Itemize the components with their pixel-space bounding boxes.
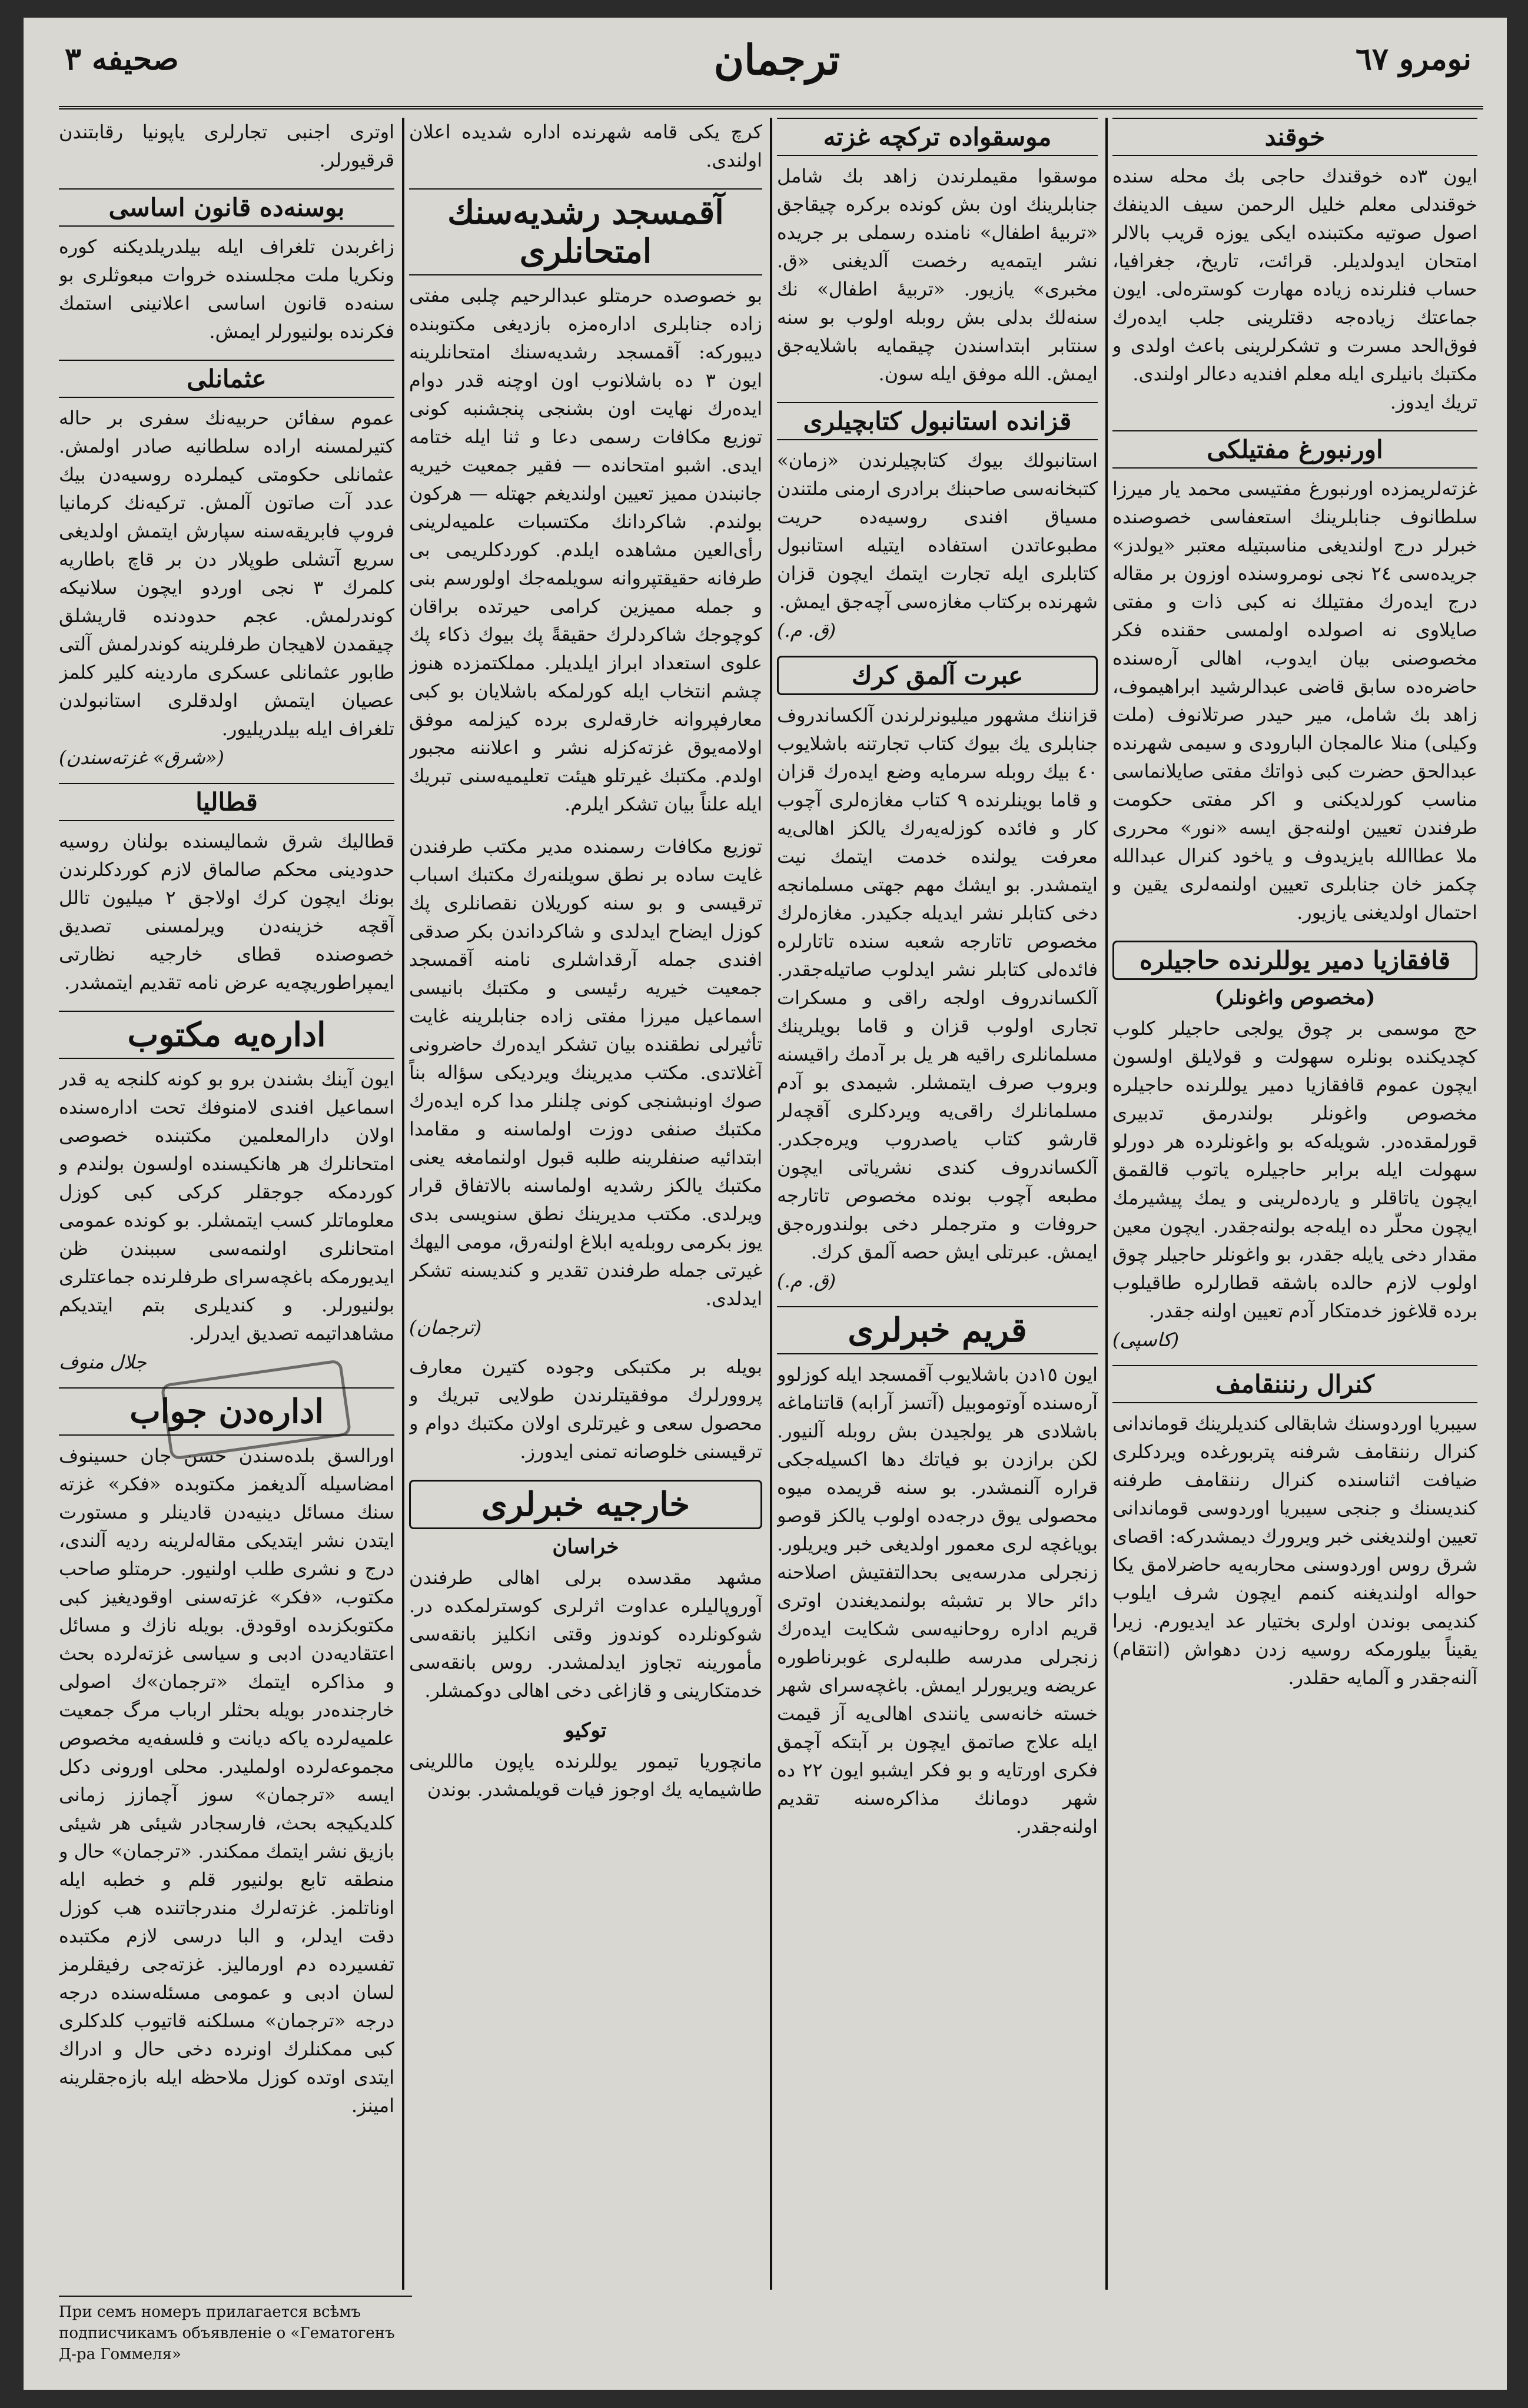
article-editor-reply [59,1387,394,2120]
issue-number-label: نومرو ٦٧ [1356,41,1471,77]
article-tokyo [409,1719,762,1803]
article-awards-ceremony [409,832,762,1338]
article-heading: موسقواده تركچه غزته [777,118,1098,156]
russian-footer-notice: При семъ номеръ прилагается всѣмъ подписчикамъ объявленіе о «Гематогенъ Д-ра Гоммеля» [59,2296,412,2365]
article-body: بو خصوصده حرمتلو عبدالرحيم چلبى مفتى زاده جنابلرى اداره‌مزه بازديغى مكتوبنده ديبوركه: آقمسجد رشديه‌سنك امتحانلرينه ايون ٣ ده باشلانوب اون اوچنه قدر دوام ايده‌رك نهايت اون بشنجى پنجشنبه كونى توزيع مكافات رسمى دعا و ثنا ايله ختامه ايدى. اشبو امتحانده — فقير جمعيت خيريه جانبندن مميز تعيين اولنديغم جهتله — هركون بولندم. شاكردانك مكتسبات علميه‌لرينى رأى‌العين مشاهده ايلدم. كوردكلريمى بى طرفانه حقيقتپروانه سويلمه‌جك اولورسم بنى و جمله مميزين كرامى حيرتده براقان كوچوجك شاكردلرك حقيقةً پك بيوك ذكاء پك علوى استعداد ابراز ايلديلر. مملكتمزده هنوز چشم انتخاب ايله كورلمكه باشلايان بو كبى معارفپروانه خارقه‌لرى برده كيزلمه موفق اولامه‌يوق غزته‌كزله نشر و اعلاننه مجبور اولدم. مكتبك غيرتلو هيئت تعليميه‌سنى تبريك ايله علناً بيان تشكر ايلرم. [409,284,762,815]
page-number-label: صحيفه ٣ [65,41,179,77]
article-body: غزته‌لريمزده اورنبورغ مفتيسى محمد يار ميرزا سلطانوف جنابلرينك استعفاسى خصوصنده خبرلر درج اولنديغى مناسبتيله معتبر «يولدز» جريده‌سى ٢٤ نجى نومروسنده اوزون بر مقاله درج ايده‌رك مفتيلك نه كبى ذات و مفتى صايلاوى نه اصولده اولمسى حقنده فكر مخصوصنى بيان ايدوب، اهالى آره‌سنده حاضره‌ده سابق قاضى عبدالرشيد ابراهيموف، زاهد بك شامل، مير حيدر صرتلانوف (ملت وكيلى) منلا عالمجان البارودى و سيمى شهرنده عبدالحق حضرت كبى ذواتك مفتى صايلانماسى مناسب كورلديكنى و اكر مفتى حكومت طرفندن تعيين اولنه‌جق ايسه «نور» محررى ملا عطاالله بايزيدوف و ياخود كنرال عبدالله چكمز خان جنابلرى تعيين اولنمه‌لرى يقين و احتمال اولديغنى يازيور. [1112,477,1477,924]
article-heading: كنرال رنننقامف [1112,1365,1477,1403]
article-body: سيبريا اوردوسنك شابقالى كنديلرينك قوماندانى كنرال رننقامف شرفنه پتربورغده ويردكلرى ضيافت اثناسنده كنرال رننقامف طرفنه كنديسنك و جنجى سيبريا اوردوسى قوماندانى تعيين اولنديغنى خبر ويرورك ديمشدركه: اقصاى شرق روس اوردوسنى محاربه‌يه حاضرلامق يكا حواله اولنديغنه كنمم ايچون شرف ايلوب كنديمى بوندن اولرى بختيار عد ايديورم. زيرا يقيناً بيلورمكه روسيه زدن دهواش (انتقام) آلنه‌جقدر و آلمايه حقلدر. [1112,1412,1477,1689]
article-body: ايون ٣ده خوقندك حاجى بك محله سنده خوقندلى معلم خليل الرحمن سيف الدينفك اصول صوتيه مكتبنده ايكى يوزه قريب بالالر امتحان ايدولديلر. قرائت، تاريخ، جغرافيا، حساب فنلرنده زياده مهارت كوستره‌لى. ايون جماعتك زياده‌جه دقتلرينى جلب ايده‌رك فوق‌الحد مسرت و تشكرلرينى باعث اولدى و مكتبك بانيلرى ايله معلم افنديه دعالر اولندى. [1112,165,1477,385]
article-kerch-notice [409,118,762,174]
article-body: قزاننك مشهور ميليونرلرندن آلكساندروف جنابلرى يك بيوك كتاب تجارتنه باشلايوب ٤٠ بيك روبله سرمايه وضع ايده‌رك قزان و قاما بوينلرنده ٩ كتاب مغازه‌لرى آچوب كار و فائده كوزله‌يه‌رك يالكز اهالى‌يه معرفت يولنده خدمت ايتمك نيت ايتمشدر. بو ايشك مهم جهتى مسلمانجه دخى كتابلر نشر ايديله جكيدر. مغازه‌لرك مخصوص تاتارجه شعبه سنده تاتارلره فائده‌لى كتابلر نشر ايدلوب صاتيله‌جقدر. آلكساندروف اولجه راقى و مسكرات تجارى اولوب قزان و قاما بويلرينك مسلمانلرى راقيه هر يل بر آدمك راقيسنه وبروب صرف ايتمشلر. شيمدى بو آدم مسلمانلرك راقى‌يه ويردكلرى آقچه‌لر قارشو كتاب ياصدروب ويره‌جكدر. آلكساندروف كندى نشرياتى ايچون مطبعه آچوب بونده مخصوص تاتارجه حروفات و مترجملر دخى بولندوره‌جق ايمش. عبرتلى ايش حصه آلمق كرك. [777,704,1098,1263]
article-note: تريك ايدوز. [1390,391,1477,413]
masthead-rule [59,106,1483,109]
article-khokand [1112,118,1477,416]
article-continued [59,118,394,174]
article-heading: خوقند [1112,118,1477,156]
article-heading: قطاليا [59,783,394,821]
article-heading: عثمانلى [59,360,394,398]
column-divider [1105,118,1108,2290]
article-body: ايون آينك بشندن برو بو كونه كلنجه يه قدر اسماعيل افندى لامنوفك تحت اداره‌سنده اولان دارالمعلمين مكتبنده خصوصى امتحانلرك هر هانكيسنده اولسون بولندم و كوردمكه جوجقلر كركى كبى كوزل معلوماتلر كسب ايتمشلر. بو كونده عمومى امتحانلرى اولنمه‌سى سببندن ظن ايديورمكه باغچه‌سراى طرفلرنده جماعتلرى بولنيورلر. و كنديلرى بتم ايتديكم مشاهداتيمه تصديق ايدرلر. [59,1068,394,1344]
article-orenburg-mufti [1112,430,1477,926]
article-heading: عبرت آلمق كرك [777,656,1098,695]
article-ottoman [59,360,394,769]
newspaper-title: ترجمان [713,35,841,84]
article-foreign-news [409,1480,762,1705]
letter-signature: جلال منوف [59,1351,147,1373]
article-source: («شرق» غزته‌سندن) [59,746,224,769]
article-kazan-booksellers [777,402,1098,642]
column-4 [59,118,394,2290]
article-heading: اداره‌يه مكتوب [59,1011,394,1059]
article-congratulation [409,1353,762,1466]
article-subheading: خراسان [552,1535,619,1559]
article-body: استانبولك بيوك كتابچيلرندن «زمان» كتبخانه‌سى صاحبنك برادرى ارمنى ملتندن مسياق افندى روسيه‌ده حريت مطبوعاتدن استفاده ايتيله استانبول كتابلرى ايله تجارت ايتمك ايچون قزان شهرنده بركتاب مغازه‌سى آچه‌جق ايمش. [777,449,1098,613]
article-heading: خارجيه خبرلرى [409,1480,762,1529]
article-heading: آقمسجد رشديه‌سنك امتحانلرى [409,188,762,275]
article-body: زاغربدن تلغراف ايله بيلدريلديكنه كوره ونكريا ملت مجلسنده خروات مبعوثلرى بو سنه‌ده قانون اساسى اعلانينى استمك فكرنده بولنيورلر ايمش. [59,235,394,343]
article-body: موسقوا مقيملرندن زاهد بك شامل جنابلرينك اون بش كونده بركره چيقاجق «تربيهٔ اطفال» نامنده رسملى بر جريده نشر ايتمه‌يه رخصت آلديغنى «ق. مخبرى» يازيور. «تربيهٔ اطفال» نك سنه‌لك بدلى بش روبله اولوب بو سنه سنتابر ابتداسندن چيقمايه باشلايه‌جق ايمش. الله موفق ايله سون. [777,165,1098,385]
article-source: (كاسپى) [1112,1328,1180,1351]
article-general-rennenkampf [1112,1365,1477,1692]
article-subheading: توكيو [564,1719,607,1742]
article-source: (ق. م.) [777,619,836,642]
article-body: توزيع مكافات رسمنده مدير مكتب طرفندن غايت ساده بر نطق سويلنه‌رك مكتبك اسباب ترقيسى و بو سنه كوريلان نقصانلرى پك كوزل ايضاح ايدلدى و شاكرداندن بكر صدقى افندى جمله آرقداشلرى نامنه آقمسجد جمعيت خيريه رئيسى و مكتبك بانيسى اسماعيل ميرزا مفتى زاده جنابلرينه غايت تأثيرلى نطقنده بيان تشكر ايده‌رك حاضرونى آغلاتدى. مكتب مديرينك ويرديكى سؤاله بناً صوك اونبشنجى كونى چلنلر مدا كره ايده‌رك مكتبك صنفى دوزت اولماسنه و مقامدا ابتدائيه صنفلرينه طلبه قبول اولنمامغه يعنى مكتبك يالكز رشديه اولماسنه بالاتفاق قرار ويرلدى. مكتب مديرينك نطق سنويسى بدى يوز بكرمى روبله‌يه ابلاغ اولنه‌رق، مومى اليهك غيرتى جمله طرفندن تقدير و كنديسنه تشكر ايدلدى. [409,835,762,1310]
column-divider [402,118,404,2290]
article-source: (ق. م.) [777,1270,836,1292]
article-heading: اداره‌دن جواب [59,1387,394,1436]
article-body: عموم سفائن حربيه‌نك سفرى بر حاله كتيرلمسنه اراده سلطانيه صادر اولمش. عثمانلى حكومتى كيملرده روسيه‌دن بيك عدد آت صاتون آلمش. تركيه‌نك كرمانيا فروپ فابريقه‌سنه سپارش ايتمش اولديغى سريع آتشلى طوپلار دن بر قاچ باطاريه كلمرك ٣ نجى اوردو ايچون سلانيكه كوندرلمش. عجم حدودنده قاريشلق چيقمدن لاهيجان طرفلرينه كوندرلمش آلتى طابور عثمانلى عسكرى ماردينه كلير كلمز عصيان ايتمش اولدقلرى استانبولدن تلغراف ايله بيلدريليور. [59,407,394,740]
article-caucasus-railway [1112,941,1477,1351]
article-moscow-newspaper [777,118,1098,388]
masthead [24,18,1507,112]
article-body: حج موسمى بر چوق يولجى حاجيلر كلوب كچديكنده بونلره سهولت و قولايلق اولسون ايچون عموم قافقازيا دمير يوللرنده حاجيلره مخصوص واغونلر بولندرمق تدبيرى قورلمقده‌در. شويله‌كه بو واغونلرده هر دورلو سهولت ايله برابر حاجيلره ياتوب قالقمق ايچون ياتاقلر و يارده‌لرينى و يمك پيشيرمك ايچون محلّر ده ايله‌جه بولنه‌جقدر. ايچون معين مقدار دخى يايله جقدر، بو واغونلر حاجيلر چوق اولوب لازم حالده باشقه قطارلره طاقيلوب برده قلاغوز خدمتكار آدم تعيين اولنه جقدر. [1112,1017,1477,1322]
column-3 [409,118,762,2290]
article-body: مشهد مقدسده برلى اهالى طرفندن آوروپاليلره عداوت اثرلرى كوسترلمكده در. شوكونلرده كوندوز وقتى انكليز بانقه‌سى مأمورينه تجاوز ايدلمشدر. روس بانقه‌سى خدمتكارينى و قازاغى دخى اهالى دوكمشلر. [409,1566,762,1702]
article-body: ايون ١٥دن باشلايوب آقمسجد ايله كوزلوو آره‌سنده آوتوموبيل (آتسز آرابه) قاتناماغه باشلادى هر يولجيدن بش روبله آلنيور. لكن برازدن بو فياتك دها اكسيله‌جكى قراره آلنمشدر. بو سنه قريمده ميوه محصولى يوق درجه‌ده اولوب يالكز قوصو بوياغچه لرى معمور اولديغى خبر ويريلور. زنجرلى مدرسه‌يى بحدالتفتيش اصلاحنه دائر حالا بر تشبثه بولنمديغندن اوترى قريم اداره روحانيه‌سى شكايت ايده‌رك زنجرلى مدرسه طلبه‌لرى غوبرناطوره عريضه ويريورلر ايمش. باغچه‌سراى شهر خسته خانه‌سى يانندى اهالى‌يه آز قيمت ايله علاج صاتمق ايچون بر آبتكه آچمق فكرى اورتايه و بو فكر ايشبو ايون ٢٢ ده شهر دومانك مذاكره‌سنه تقديم اولنه‌جقدر. [777,1363,1098,1838]
article-akmesjid-exams [409,188,762,818]
column-1 [1112,118,1477,2290]
article-body: اوترى اجنبى تجارلرى ياپونيا رقابتندن قرقيورلر. [59,121,394,171]
column-divider [770,118,772,2290]
article-heading: بوسنه‌ده قانون اساسى [59,188,394,227]
article-heading: اورنبورغ مفتيلكى [1112,430,1477,469]
article-body: مانچوريا تيمور يوللرنده ياپون ماللرينى طاشيمايه يك اوجوز فيات قويلمشدر. بوندن [409,1750,762,1801]
article-body: اورالسق بلده‌سندن حسن جان حسينوف امضاسيله آلديغمز مكتوبده «فكر» غزته سنك مسائل دينيه‌دن قادينلر و مستورت ايتدن نشر ايتديكى مقاله‌لرينه رديه آلندى، درج و نشرى طلب اولنيور. حرمتلو صاحب مكتوب، «فكر» غزته‌سنى اوقوديغيز كبى مكتوبكزىده اوقودق. بويله نازك و مسائل اعتقاديه‌دن ادبى و سياسى غزته‌لرده بحث و مذاكره ايتمك «ترجمان»ك اصولى خارجنده‌در بويله بحثلر ارباب مرگ جمعيت علميه‌لرده ياكه ديانت و فلسفه‌يه مخصوص مجموعه‌لرده اولمليدر. محلى اورونى دكل ايسه «ترجمان» سوز آچمازز زمانى كلديكيجه بحث، فارسجادر شيئى هر شيئى بازيق نشر ايتمك ممكندر. «ترجمان» حال و منطقه تابع بولنيور قلم و خطبه ايله اوناتلمز. غزته‌لرك مندرجاتنده هب كوزل دقت ايدلر، و البا درسى لازم مكتبده تفسيرده دم اورماليز. غزته‌جى رفيقلرمز لسان ادبى و عمومى مسئله‌سنده درجه درجه «ترجمان» مسلكنه قاتيوب كلدكلرى كبى ممكنلرك اونرده دخى حال و ادراك ايتدى اوتده كوزل ملاحظه ايله بازه‌جقلرينه امينز. [59,1444,394,2117]
article-heading: قافقازيا دمير يوللرنده حاجيلره [1112,941,1477,980]
article-china [59,783,394,997]
article-letter-to-editor [59,1011,394,1373]
article-bosnia-constitution [59,188,394,346]
article-source: (ترجمان) [409,1316,482,1338]
article-heading: قزانده استانبول كتابچيلرى [777,402,1098,440]
article-heading: قريم خبرلرى [777,1306,1098,1354]
article-lesson [777,656,1098,1292]
column-2 [777,118,1098,2290]
article-crimea-news [777,1306,1098,1841]
newspaper-page [24,18,1507,2390]
article-body: بويله بر مكتبكى وجوده كتيرن معارف پروورلرك موفقيتلرندن طولايى تبريك و محصول سعى و غيرتلرى اولان مكتبك دوام و ترقيسنى خلوصانه تمنى ايدورز. [409,1356,762,1463]
article-body: كرچ يكى قامه شهرنده اداره شديده اعلان اولندى. [409,121,762,171]
article-subheading: (مخصوص واغونلر) [1214,986,1376,1009]
article-body: قطاليك شرق شماليسنده بولنان روسيه حدودينى محكم صالماق لازم كوردكلرندن بونك ايچون كرك اولاجق ٢ ميليون تالل آقچه خزينه‌دن ويرلمسنى تصديق خصوصنده قطاى خارجيه نظارتى ايمپراطوريچه‌يه عرض نامه تقديم ايتمشدر. [59,830,394,994]
